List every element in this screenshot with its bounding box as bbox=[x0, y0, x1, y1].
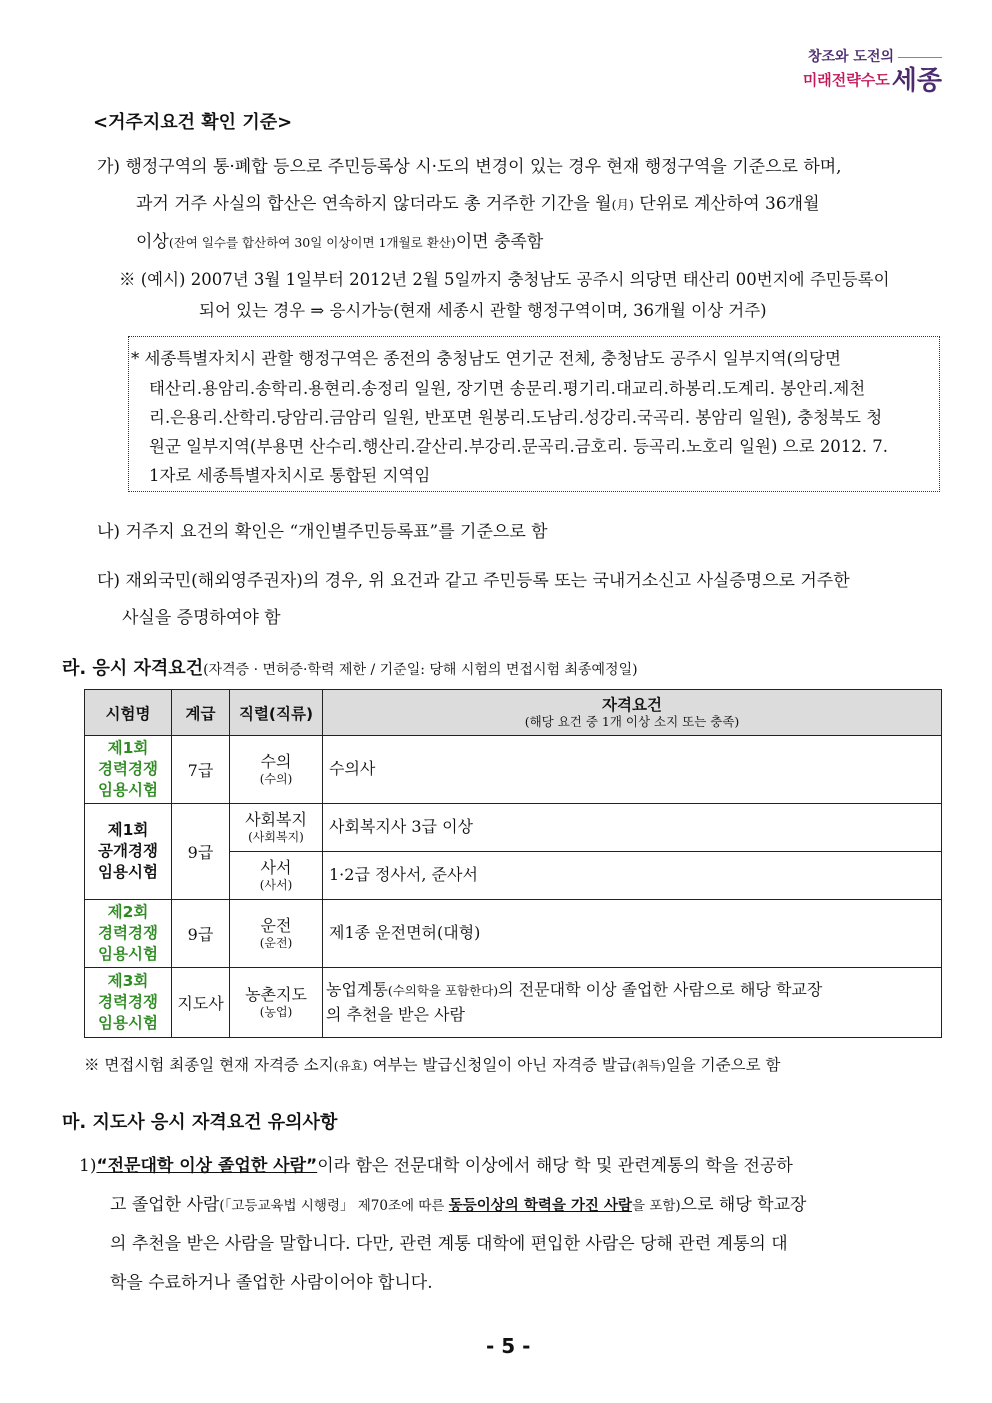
box-line-4: 원군 일부지역(부용면 산수리.행산리.갈산리.부강리.문곡리.금호리. 등곡리.노호리 일원) 으로 2012. 7. bbox=[149, 437, 889, 456]
qualification-table bbox=[84, 689, 942, 1038]
exam-name: 제3회 경력경쟁 임용시험 bbox=[85, 968, 172, 1038]
page-number: - 5 - bbox=[486, 1334, 531, 1358]
box-line-3: 리.은용리.산학리.당암리.금암리 일원, 반포면 원봉리.도남리.성강리.국곡리. 봉암리 일원), 충청북도 청 bbox=[149, 408, 883, 427]
residence-criteria-title: <거주지요건 확인 기준> bbox=[93, 112, 293, 133]
header-job: 직렬(직류) bbox=[230, 690, 323, 736]
grade: 7급 bbox=[172, 736, 230, 804]
header-qualification: 자격요건 (해당 요건 중 1개 이상 소지 또는 충족) bbox=[323, 690, 942, 736]
job-series: 운전 (운전) bbox=[230, 900, 323, 968]
header-exam: 시험명 bbox=[85, 690, 172, 736]
exam-name: 제1회 공개경쟁 임용시험 bbox=[85, 804, 172, 900]
grade: 9급 bbox=[172, 804, 230, 900]
section-ma-title: 마. 지도사 응시 자격요건 유의사항 bbox=[62, 1112, 338, 1133]
grade: 지도사 bbox=[172, 968, 230, 1038]
da-line-1: 다) 재외국민(해외영주권자)의 경우, 위 요건과 같고 주민등록 또는 국내거소신고 사실증명으로 거주한 bbox=[97, 571, 850, 591]
exam-name: 제2회 경력경쟁 임용시험 bbox=[85, 900, 172, 968]
section-ra-note: (자격증 · 면허증·학력 제한 / 기준일: 당해 시험의 면접시험 최종예정일) bbox=[203, 662, 638, 678]
section-ra-title: 라. 응시 자격요건 bbox=[62, 658, 204, 679]
box-line-1: * 세종특별자치시 관할 행정구역은 종전의 충청남도 연기군 전체, 충청남도 공주시 일부지역(의당면 bbox=[131, 349, 841, 368]
da-line-2: 사실을 증명하여야 함 bbox=[122, 608, 281, 628]
grade: 9급 bbox=[172, 900, 230, 968]
ma-paragraph-line-1: 1)“전문대학 이상 졸업한 사람”이라 함은 전문대학 이상에서 해당 학 및 관련계통의 학을 전공하 bbox=[79, 1156, 793, 1176]
job-series: 농촌지도 (농업) bbox=[230, 968, 323, 1038]
exam-name: 제1회 경력경쟁 임용시험 bbox=[85, 736, 172, 804]
qualification: 제1종 운전면허(대형) bbox=[323, 900, 942, 968]
qualification: 수의사 bbox=[323, 736, 942, 804]
sejong-logo bbox=[803, 50, 942, 94]
header-grade: 계급 bbox=[172, 690, 230, 736]
table-row bbox=[85, 804, 942, 852]
example-line-1: ※ (예시) 2007년 3월 1일부터 2012년 2월 5일까지 충청남도 공주시 의당면 태산리 00번지에 주민등록이 bbox=[119, 270, 890, 289]
logo-city-name: 세종 bbox=[891, 66, 942, 96]
logo-slogan: 창조와 도전의 bbox=[807, 49, 894, 65]
table-row bbox=[85, 968, 942, 1038]
qualification: 농업계통(수의학을 포함한다)의 전문대학 이상 졸업한 사람으로 해당 학교장 의 추천을 받은 사람 bbox=[323, 968, 942, 1038]
table-footnote: ※ 면접시험 최종일 현재 자격증 소지(유효) 여부는 발급신청일이 아닌 자격증 발급(취득)일을 기준으로 함 bbox=[84, 1056, 781, 1074]
job-series: 사서 (사서) bbox=[230, 852, 323, 900]
ma-paragraph-line-4: 학을 수료하거나 졸업한 사람이어야 합니다. bbox=[110, 1273, 433, 1293]
box-line-2: 태산리.용암리.송학리.용현리.송정리 일원, 장기면 송문리.평기리.대교리.하봉리.도계리. 봉안리.제천 bbox=[149, 379, 866, 398]
table-row bbox=[85, 736, 942, 804]
table-row bbox=[85, 900, 942, 968]
table-header-row bbox=[85, 690, 942, 736]
ma-paragraph-line-2: 고 졸업한 사람(「고등교육법 시행령」 제70조에 따른 동등이상의 학력을 가진 사람을 포함)으로 해당 학교장 bbox=[110, 1195, 807, 1215]
ga-line-1: 가) 행정구역의 통·폐합 등으로 주민등록상 시·도의 변경이 있는 경우 현재 행정구역을 기준으로 하며, bbox=[97, 157, 842, 177]
sejong-jurisdiction-note-box bbox=[128, 336, 940, 492]
job-series: 수의 (수의) bbox=[230, 736, 323, 804]
ma-paragraph-line-3: 의 추천을 받은 사람을 말합니다. 다만, 관련 계통 대학에 편입한 사람은 당해 관련 계통의 대 bbox=[110, 1234, 788, 1254]
box-line-5: 1자로 세종특별자치시로 통합된 지역임 bbox=[149, 466, 431, 485]
qualification: 1·2급 정사서, 준사서 bbox=[323, 852, 942, 900]
ga-line-3: 이상(잔여 일수를 합산하여 30일 이상이면 1개월로 환산)이면 충족함 bbox=[136, 232, 544, 252]
ga-line-2: 과거 거주 사실의 합산은 연속하지 않더라도 총 거주한 기간을 월(月) 단위로 계산하여 36개월 bbox=[136, 194, 820, 214]
logo-tagline: 미래전략수도 bbox=[802, 71, 890, 89]
section-ra-heading bbox=[62, 654, 638, 680]
na-paragraph: 나) 거주지 요건의 확인은 “개인별주민등록표”를 기준으로 함 bbox=[97, 522, 548, 542]
job-series: 사회복지 (사회복지) bbox=[230, 804, 323, 852]
example-line-2: 되어 있는 경우 ⇒ 응시가능(현재 세종시 관할 행정구역이며, 36개월 이상 거주) bbox=[199, 301, 767, 320]
qualification: 사회복지사 3급 이상 bbox=[323, 804, 942, 852]
